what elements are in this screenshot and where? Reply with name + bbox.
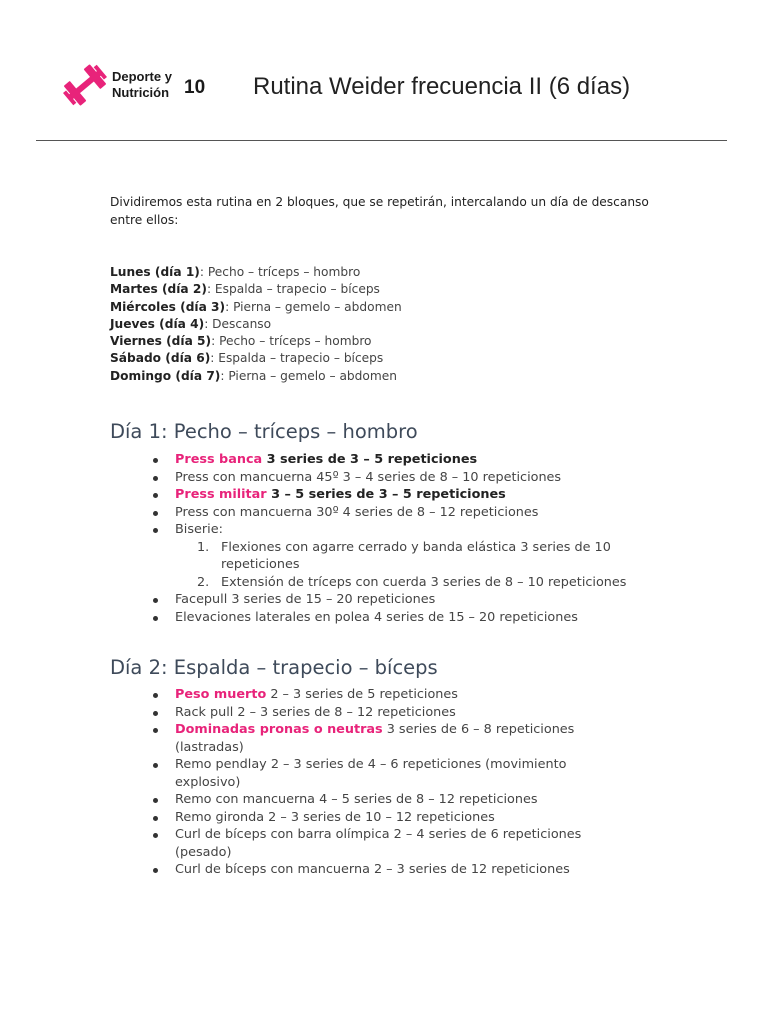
exercise-detail: 3 – 5 series de 3 – 5 repeticiones: [266, 487, 506, 502]
bullet-icon: [153, 711, 158, 716]
exercise-detail: Facepull 3 series de 15 – 20 repeticiones: [175, 592, 436, 607]
schedule-day: Lunes (día 1): [110, 265, 200, 279]
day2-exercise-list: [150, 686, 595, 879]
exercise-detail: 2 – 3 series de 5 repeticiones: [266, 687, 458, 702]
schedule-day: Jueves (día 4): [110, 316, 205, 331]
exercise-item: [150, 521, 650, 591]
biserie-text: Extensión de tríceps con cuerda 3 series de 8 – 10 repeticiones: [221, 574, 627, 590]
biserie-text: Flexiones con agarre cerrado y banda elástica 3 series de 10 repeticiones: [221, 539, 611, 572]
weekly-schedule: [110, 264, 402, 385]
day1-heading: Día 1: Pecho – tríceps – hombro: [110, 420, 418, 443]
exercise-highlight: Dominadas pronas o neutras: [175, 722, 383, 737]
intro-paragraph: Dividiremos esta rutina en 2 bloques, que se repetirán, intercalando un día de descanso entre ellos:: [110, 195, 649, 227]
exercise-item: [150, 504, 650, 522]
bullet-icon: [153, 458, 158, 463]
schedule-muscles: : Pierna – gemelo – abdomen: [225, 299, 402, 314]
schedule-day: Viernes (día 5): [110, 334, 212, 349]
bullet-icon: [153, 728, 158, 733]
logo-line-2: Nutrición: [112, 85, 170, 100]
bullet-icon: [153, 816, 158, 821]
schedule-row: [110, 333, 402, 350]
bullet-icon: [153, 476, 158, 481]
bullet-icon: [153, 598, 158, 603]
bullet-icon: [153, 493, 158, 498]
item-number: 2.: [197, 574, 210, 590]
exercise-item: [150, 704, 595, 722]
brand-logo: [62, 62, 212, 108]
schedule-day: Miércoles (día 3): [110, 299, 226, 314]
exercise-highlight: Peso muerto: [175, 687, 267, 702]
exercise-detail: Curl de bíceps con barra olímpica 2 – 4 series de 6 repeticiones (pesado): [175, 827, 582, 860]
exercise-item: [150, 451, 650, 469]
schedule-muscles: : Pecho – tríceps – hombro: [199, 265, 361, 279]
exercise-item: [150, 686, 595, 704]
document-title: Rutina Weider frecuencia II (6 días): [253, 73, 631, 100]
exercise-detail: Biserie:: [175, 522, 223, 537]
exercise-detail: Press con mancuerna 45º 3 – 4 series de 8 – 10 repeticiones: [175, 469, 562, 485]
exercise-highlight: Press militar: [175, 487, 267, 502]
schedule-muscles: : Pecho – tríceps – hombro: [211, 334, 372, 349]
bullet-icon: [153, 511, 158, 516]
bullet-icon: [153, 528, 158, 533]
exercise-item: [150, 826, 595, 861]
logo-line-1: Deporte y: [112, 69, 172, 84]
schedule-day: Sábado (día 6): [110, 351, 211, 366]
biserie-item: [175, 574, 650, 592]
bullet-icon: [153, 868, 158, 873]
exercise-detail: Remo pendlay 2 – 3 series de 4 – 6 repeticiones (movimiento explosivo): [175, 757, 567, 790]
exercise-detail: Press con mancuerna 30º 4 series de 8 – 12 repeticiones: [175, 504, 539, 520]
exercise-detail: Remo gironda 2 – 3 series de 10 – 12 repeticiones: [175, 809, 495, 825]
logo-number: 10: [184, 77, 206, 98]
schedule-row: [110, 368, 402, 385]
exercise-item: [150, 791, 595, 809]
schedule-row: [110, 299, 402, 316]
schedule-row: [110, 350, 402, 367]
schedule-muscles: : Descanso: [204, 316, 272, 331]
exercise-highlight: Press banca: [175, 452, 263, 467]
schedule-muscles: : Pierna – gemelo – abdomen: [220, 368, 397, 383]
bullet-icon: [153, 693, 158, 698]
bullet-icon: [153, 616, 158, 621]
exercise-detail: Curl de bíceps con mancuerna 2 – 3 series de 12 repeticiones: [175, 862, 570, 877]
exercise-item: [150, 861, 595, 879]
exercise-item: [150, 756, 595, 791]
exercise-item: [150, 591, 650, 609]
exercise-item: [150, 469, 650, 487]
item-number: 1.: [197, 539, 210, 555]
dumbbell-icon: [62, 62, 108, 108]
day1-exercise-list: [150, 451, 650, 626]
header-divider: [36, 140, 727, 141]
schedule-day: Domingo (día 7): [110, 368, 221, 383]
bullet-icon: [153, 833, 158, 838]
day2-heading: Día 2: Espalda – trapecio – bíceps: [110, 656, 438, 679]
biserie-sublist: [175, 539, 650, 592]
bullet-icon: [153, 798, 158, 803]
exercise-item: [150, 609, 650, 627]
schedule-day: Martes (día 2): [110, 282, 207, 297]
schedule-row: [110, 281, 402, 298]
exercise-item: [150, 486, 650, 504]
exercise-detail: Elevaciones laterales en polea 4 series de 15 – 20 repeticiones: [175, 609, 578, 625]
exercise-detail: Rack pull 2 – 3 series de 8 – 12 repeticiones: [175, 704, 456, 720]
schedule-muscles: : Espalda – trapecio – bíceps: [206, 282, 380, 297]
exercise-detail: 3 series de 6 – 8 repeticiones (lastradas): [175, 722, 575, 755]
biserie-item: [175, 539, 650, 574]
schedule-row: [110, 316, 402, 333]
exercise-detail: 3 series de 3 – 5 repeticiones: [262, 452, 478, 467]
schedule-muscles: : Espalda – trapecio – bíceps: [210, 351, 384, 366]
exercise-item: [150, 721, 595, 756]
exercise-detail: Remo con mancuerna 4 – 5 series de 8 – 12 repeticiones: [175, 792, 538, 807]
bullet-icon: [153, 763, 158, 768]
schedule-row: [110, 264, 402, 281]
exercise-item: [150, 809, 595, 827]
